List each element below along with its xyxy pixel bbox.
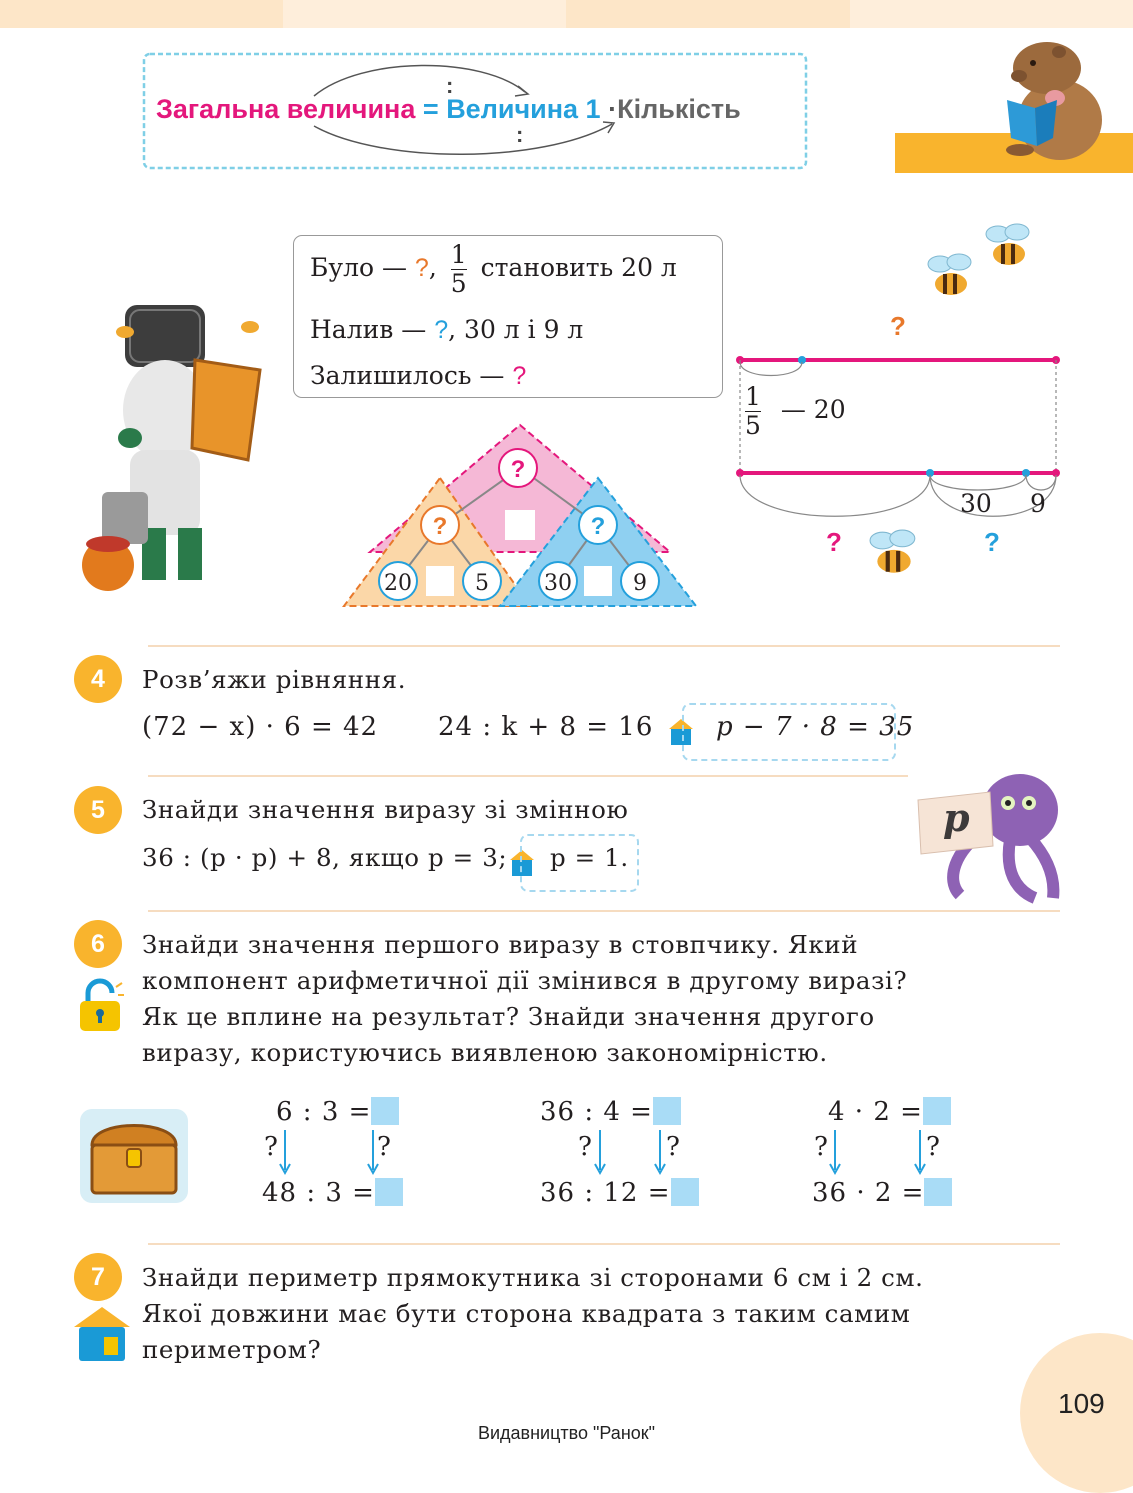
answer-box[interactable]	[653, 1097, 681, 1125]
column-1-bottom-expr: 48 : 3 =	[262, 1178, 375, 1208]
top-strip-4	[850, 0, 1133, 28]
problem-line3-prefix: Залишилось —	[310, 361, 505, 390]
column-1-top	[276, 1097, 399, 1127]
formula-quantity: Кількість	[617, 94, 741, 124]
pyramid-leaf-1: 20	[384, 571, 412, 596]
top-strip-2	[283, 0, 566, 28]
problem-line3-question: ?	[512, 362, 527, 390]
task-5-line-1: Знайди значення виразу зі змінною	[142, 795, 629, 824]
separator-4	[148, 1243, 1060, 1245]
column-2-top-expr: 36 : 4 =	[540, 1097, 653, 1127]
task-5-number: 5	[74, 786, 122, 834]
problem-line-1	[310, 241, 677, 298]
task-4-number: 4	[74, 655, 122, 703]
segment-part-30: 30	[960, 489, 992, 518]
pyramid-leaf-2: 5	[475, 571, 489, 596]
formula-colon-bottom: :	[516, 122, 524, 147]
column-1-top-expr: 6 : 3 =	[276, 1097, 372, 1127]
problem-line1-question: ?	[414, 254, 429, 282]
column-3-left-question: ?	[814, 1132, 829, 1162]
problem-line-2	[310, 315, 583, 345]
top-strip-1	[0, 0, 283, 28]
fraction-denominator: 5	[450, 269, 467, 298]
column-3-top	[828, 1097, 951, 1127]
task-7-line-3: периметром?	[142, 1335, 322, 1364]
answer-box[interactable]	[375, 1178, 403, 1206]
segment-bottom-question-left: ?	[826, 527, 842, 557]
task-6-number: 6	[74, 920, 122, 968]
column-2-bottom	[540, 1178, 699, 1208]
task-5-extra: p = 1.	[550, 843, 629, 872]
bee-icon-2	[983, 222, 1035, 270]
bee-icon	[925, 252, 977, 300]
task-6-line-3: Як це вплине на результат? Знайди значення другого	[142, 1002, 875, 1031]
task-7-line-2: Якої довжини має бути сторона квадрата з таким самим	[142, 1299, 911, 1328]
problem-line2-question: ?	[434, 316, 449, 344]
column-3-right-question: ?	[926, 1132, 941, 1162]
treasure-chest-illustration	[78, 1105, 190, 1205]
page-number: 109	[1058, 1388, 1105, 1419]
separator-1	[148, 645, 1060, 647]
formula-total: Загальна величина	[156, 94, 416, 124]
publisher: Видавництво "Ранок"	[477, 1423, 656, 1443]
pyramid-right-question: ?	[590, 513, 606, 540]
formula-colon-top: :	[446, 73, 454, 98]
task-4-text: Розв’яжи рівняння.	[142, 665, 407, 694]
problem-fraction	[451, 241, 467, 298]
segment-top-question: ?	[890, 311, 906, 341]
column-3-top-expr: 4 · 2 =	[828, 1097, 923, 1127]
task-4-equation-3: p − 7 · 8 = 35	[716, 712, 915, 742]
formula-dot: ·	[608, 94, 618, 124]
task-6-line-1: Знайди значення першого виразу в стовпчику. Який	[142, 930, 859, 959]
task-6-line-2: компонент арифметичної дії змінився в другому виразі?	[142, 966, 908, 995]
task-5-line-2: 36 : (p · p) + 8, якщо p = 3;	[142, 843, 508, 872]
problem-line1-prefix: Було —	[310, 253, 407, 282]
fraction-numerator: 1	[450, 240, 467, 269]
separator-2	[148, 775, 908, 777]
segment-frac-num: 1	[745, 382, 761, 411]
column-2-bottom-expr: 36 : 12 =	[540, 1178, 671, 1208]
pyramid-top-question: ?	[510, 456, 526, 483]
separator-3	[148, 910, 1060, 912]
problem-line2-prefix: Налив —	[310, 315, 427, 344]
formula	[156, 94, 741, 125]
problem-line-3	[310, 361, 526, 391]
octopus-illustration	[915, 770, 1065, 905]
capybara-illustration	[995, 38, 1115, 163]
problem-line1-comma: ,	[428, 253, 437, 282]
column-2-top	[540, 1097, 681, 1127]
task-6-line-4: виразу, користуючись виявленою закономірністю.	[142, 1038, 828, 1067]
pyramid-diagram	[340, 420, 700, 610]
answer-box[interactable]	[671, 1178, 699, 1206]
column-2-left-question: ?	[578, 1132, 593, 1162]
column-3-bottom-expr: 36 · 2 =	[812, 1178, 925, 1208]
pyramid-leaf-4: 9	[633, 571, 647, 596]
column-1-right-question: ?	[377, 1132, 392, 1162]
pyramid-leaf-3: 30	[544, 571, 572, 596]
segment-frac	[745, 383, 761, 440]
segment-fraction	[745, 383, 846, 440]
house-icon-3	[72, 1305, 132, 1363]
task-4-equation-2: 24 : k + 8 = 16	[438, 712, 654, 742]
column-arrows	[260, 1128, 960, 1178]
answer-box[interactable]	[923, 1097, 951, 1125]
column-2-right-question: ?	[666, 1132, 681, 1162]
beekeeper-illustration	[80, 300, 280, 595]
task-7-line-1: Знайди периметр прямокутника зі сторонами 6 см і 2 см.	[142, 1263, 924, 1292]
segment-frac-value: — 20	[780, 395, 846, 424]
octopus-card-letter: p	[943, 795, 970, 840]
column-3-bottom	[812, 1178, 952, 1208]
answer-box[interactable]	[371, 1097, 399, 1125]
problem-line1-suffix: становить 20 л	[480, 253, 677, 282]
task-7-number: 7	[74, 1253, 122, 1301]
column-1-bottom	[262, 1178, 403, 1208]
bee-icon-3	[866, 528, 922, 578]
pyramid-left-question: ?	[432, 513, 448, 540]
column-1-left-question: ?	[264, 1132, 279, 1162]
segment-frac-den: 5	[745, 411, 761, 440]
problem-line2-suffix: , 30 л і 9 л	[448, 315, 584, 344]
answer-box[interactable]	[924, 1178, 952, 1206]
formula-equals: =	[422, 94, 439, 124]
top-strip-3	[566, 0, 850, 28]
formula-value1: Величина 1	[446, 94, 601, 124]
segment-bottom-question-right: ?	[984, 527, 1000, 557]
lock-icon	[76, 975, 124, 1035]
segment-part-9: 9	[1030, 489, 1046, 518]
task-4-equation-1: (72 − x) · 6 = 42	[142, 712, 379, 742]
